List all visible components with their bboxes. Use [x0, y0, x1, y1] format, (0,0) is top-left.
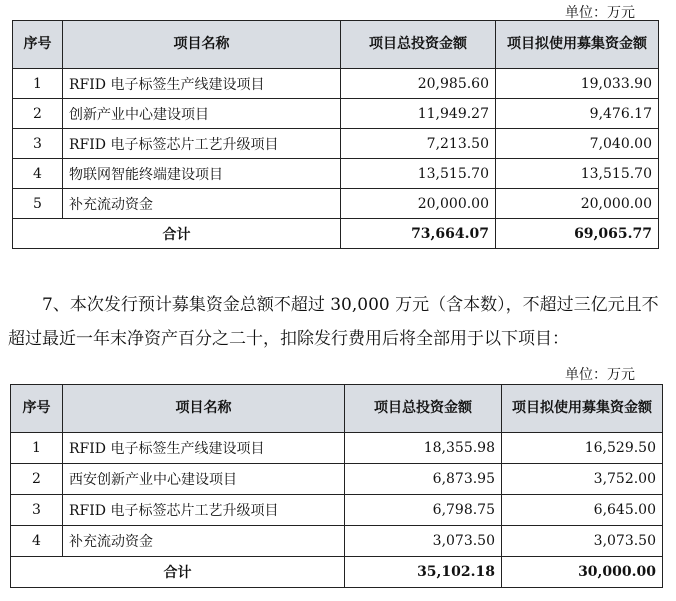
table-row — [11, 464, 663, 495]
header-raised-funds: 项目拟使用募集资金额 — [502, 385, 663, 433]
row-raised-funds: 6,645.00 — [502, 495, 663, 526]
row-index: 1 — [13, 69, 63, 99]
unit-label-1: 单位：万元 — [565, 5, 635, 21]
total-raised-funds: 69,065.77 — [496, 219, 659, 249]
row-index: 4 — [13, 159, 63, 189]
row-total-investment: 11,949.27 — [341, 99, 496, 129]
header-raised-funds: 项目拟使用募集资金额 — [496, 21, 659, 69]
total-investment: 35,102.18 — [345, 557, 502, 588]
row-raised-funds: 3,073.50 — [502, 526, 663, 557]
row-index: 2 — [11, 464, 63, 495]
row-raised-funds: 20,000.00 — [496, 189, 659, 219]
header-row — [13, 21, 659, 69]
row-total-investment: 3,073.50 — [345, 526, 502, 557]
row-project-name: RFID 电子标签生产线建设项目 — [63, 433, 345, 464]
row-total-investment: 6,798.75 — [345, 495, 502, 526]
row-raised-funds: 3,752.00 — [502, 464, 663, 495]
table-1 — [12, 20, 659, 249]
total-row — [13, 219, 659, 249]
header-total-investment: 项目总投资金额 — [341, 21, 496, 69]
row-raised-funds: 19,033.90 — [496, 69, 659, 99]
table-row — [13, 189, 659, 219]
row-total-investment: 7,213.50 — [341, 129, 496, 159]
row-project-name: 补充流动资金 — [63, 189, 341, 219]
table-row — [11, 495, 663, 526]
row-total-investment: 18,355.98 — [345, 433, 502, 464]
row-index: 1 — [11, 433, 63, 464]
table-2 — [10, 384, 663, 588]
table-row — [13, 159, 659, 189]
table-row — [13, 129, 659, 159]
row-project-name: 物联网智能终端建设项目 — [63, 159, 341, 189]
row-index: 3 — [11, 495, 63, 526]
row-project-name: RFID 电子标签芯片工艺升级项目 — [63, 129, 341, 159]
total-label: 合计 — [13, 219, 341, 249]
row-total-investment: 20,000.00 — [341, 189, 496, 219]
row-index: 5 — [13, 189, 63, 219]
body-paragraph: 7、本次发行预计募集资金总额不超过 30,000 万元（含本数），不超过三亿元且不超过最近一年末净资产百分之二十，扣除发行费用后将全部用于以下项目： — [8, 295, 659, 349]
row-total-investment: 6,873.95 — [345, 464, 502, 495]
row-index: 2 — [13, 99, 63, 129]
table-row — [13, 69, 659, 99]
unit-label-2: 单位：万元 — [565, 367, 635, 383]
table-row — [11, 526, 663, 557]
row-project-name: 创新产业中心建设项目 — [63, 99, 341, 129]
header-index: 序号 — [11, 385, 63, 433]
header-index: 序号 — [13, 21, 63, 69]
row-index: 3 — [13, 129, 63, 159]
row-raised-funds: 16,529.50 — [502, 433, 663, 464]
row-total-investment: 13,515.70 — [341, 159, 496, 189]
row-total-investment: 20,985.60 — [341, 69, 496, 99]
header-project-name: 项目名称 — [63, 385, 345, 433]
row-project-name: 补充流动资金 — [63, 526, 345, 557]
total-raised-funds: 30,000.00 — [502, 557, 663, 588]
header-project-name: 项目名称 — [63, 21, 341, 69]
table-row — [11, 433, 663, 464]
total-label: 合计 — [11, 557, 345, 588]
row-project-name: RFID 电子标签芯片工艺升级项目 — [63, 495, 345, 526]
row-raised-funds: 9,476.17 — [496, 99, 659, 129]
header-row — [11, 385, 663, 433]
table-row — [13, 99, 659, 129]
total-investment: 73,664.07 — [341, 219, 496, 249]
total-row — [11, 557, 663, 588]
header-total-investment: 项目总投资金额 — [345, 385, 502, 433]
row-raised-funds: 7,040.00 — [496, 129, 659, 159]
row-project-name: 西安创新产业中心建设项目 — [63, 464, 345, 495]
row-project-name: RFID 电子标签生产线建设项目 — [63, 69, 341, 99]
row-raised-funds: 13,515.70 — [496, 159, 659, 189]
row-index: 4 — [11, 526, 63, 557]
